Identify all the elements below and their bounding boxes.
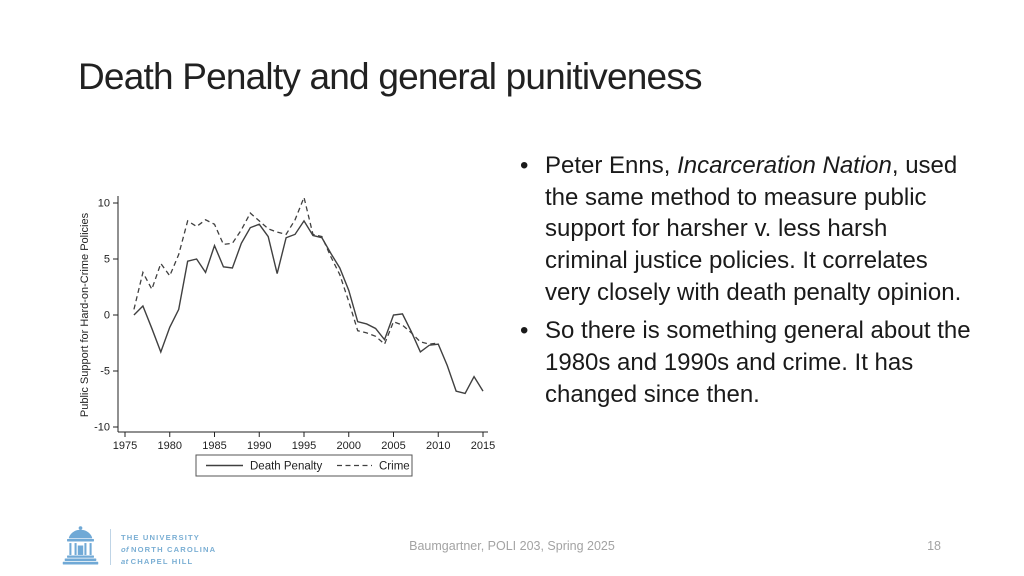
y-tick-label: 10 (97, 197, 110, 210)
x-tick-label: 1985 (202, 440, 227, 452)
page-number: 18 (927, 539, 941, 553)
bullet-marker: • (520, 152, 529, 179)
y-axis-label: Public Support for Hard-on-Crime Policies (79, 212, 91, 418)
slide-title: Death Penalty and general punitiveness (78, 56, 702, 97)
y-tick-label: 0 (103, 309, 110, 322)
x-tick-label: 1990 (247, 440, 272, 452)
series-death-penalty (134, 221, 483, 393)
x-tick-label: 2010 (426, 440, 451, 452)
punitiveness-chart (75, 160, 510, 492)
x-tick-label: 2000 (336, 440, 361, 452)
x-tick-label: 2005 (381, 440, 406, 452)
bullet-marker: • (520, 317, 529, 345)
x-tick-label: 1995 (291, 440, 317, 452)
x-tick-label: 2015 (470, 440, 496, 452)
y-tick-label: -5 (100, 365, 110, 378)
series-crime (134, 197, 438, 344)
y-tick-label: 5 (103, 253, 110, 266)
x-tick-label: 1980 (157, 440, 182, 452)
chart-svg (75, 160, 510, 492)
x-tick-label: 1975 (112, 440, 138, 452)
legend-label-death-penalty: Death Penalty (250, 460, 323, 473)
y-tick-label: -10 (94, 421, 110, 434)
legend-label-crime: Crime (379, 460, 410, 473)
bullet-item: • So there is something general about the 1980s and 1990s and crime. It has changed since then. (520, 317, 971, 408)
unc-logo-text: THE UNIVERSITY of NORTH CAROLINA at CHAPEL HILL (121, 533, 217, 566)
bullet-item: • Peter Enns, Incarceration Nation, used the same method to measure public support for harsher v. less harsh criminal justice policies. It correlates very closely with death penalty opinion. (520, 152, 962, 306)
footer-divider (110, 529, 111, 565)
footer-course-label: Baumgartner, POLI 203, Spring 2025 (409, 539, 615, 553)
unc-old-well-icon (61, 525, 100, 566)
bullet-list (518, 150, 973, 417)
